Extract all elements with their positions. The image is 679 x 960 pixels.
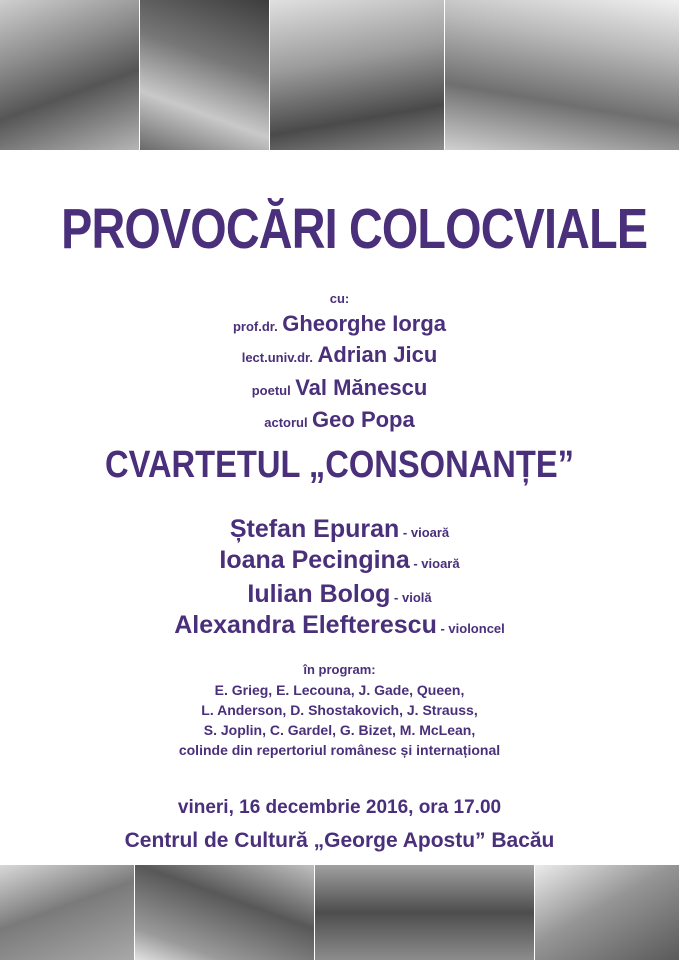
event-venue: Centrul de Cultură „George Apostu” Bacău (124, 829, 555, 852)
photo-wooden-sculptures (135, 865, 315, 960)
guest-line (0, 407, 679, 433)
program-line: S. Joplin, C. Gardel, G. Bizet, M. McLean, (203, 722, 476, 738)
musician-instrument: - vioară (409, 556, 460, 571)
guest-line (0, 342, 679, 368)
guest-name: Gheorghe Iorga (282, 311, 447, 336)
musician-name: Ioana Pecingina (219, 546, 410, 574)
program-line: colinde din repertoriul românesc și internațional (178, 742, 501, 758)
musician-name: Iulian Bolog (247, 580, 391, 608)
guest-line (0, 311, 679, 337)
musician-line (0, 580, 679, 609)
guest-role: poetul (251, 383, 291, 398)
musician-line (0, 611, 679, 640)
musician-name: Ștefan Epuran (229, 515, 400, 543)
photo-workshop-interior (535, 865, 679, 960)
program-block (0, 660, 679, 760)
guest-role: actorul (264, 415, 308, 430)
photo-sculpture-garden (315, 865, 535, 960)
photo-sculptor-workshop (270, 0, 445, 150)
guest-name: Adrian Jicu (317, 342, 438, 367)
quartet-title: CVARTETUL „CONSONANȚE” (104, 444, 575, 486)
program-line: E. Grieg, E. Lecouna, J. Gade, Queen, (214, 682, 465, 698)
event-date: vineri, 16 decembrie 2016, ora 17.00 (177, 797, 502, 818)
program-label: în program: (303, 662, 376, 677)
poster-title: PROVOCĂRI COLOCVIALE (61, 197, 648, 261)
musician-instrument: - violoncel (436, 621, 505, 636)
guest-role: prof.dr. (232, 319, 278, 334)
guest-name: Geo Popa (312, 407, 415, 432)
photo-sculptor-seated (0, 0, 140, 150)
program-line: L. Anderson, D. Shostakovich, J. Strauss, (201, 702, 478, 718)
bottom-photo-strip (0, 865, 679, 960)
guest-role: lect.univ.dr. (241, 350, 313, 365)
guest-line (0, 375, 679, 401)
musician-instrument: - violă (390, 590, 432, 605)
musician-name: Alexandra Elefterescu (174, 611, 437, 639)
photo-sculptor-carving (445, 0, 679, 150)
guest-name: Val Mănescu (295, 375, 428, 400)
musician-instrument: - vioară (399, 525, 450, 540)
photo-carved-columns (140, 0, 270, 150)
top-photo-strip (0, 0, 679, 150)
musician-line (0, 546, 679, 575)
with-label: cu: (329, 291, 350, 306)
musician-line (0, 515, 679, 544)
photo-sculptor-standing (0, 865, 135, 960)
